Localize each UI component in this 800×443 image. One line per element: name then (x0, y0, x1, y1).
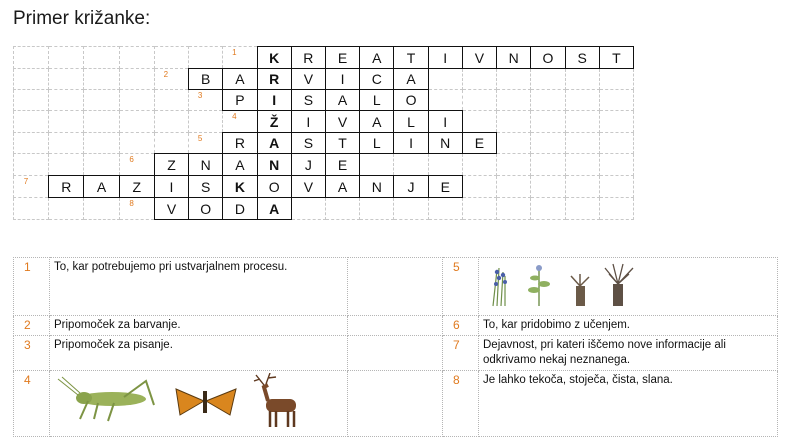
crossword-row-6 (14, 154, 634, 176)
letter-cell[interactable]: V (291, 176, 325, 198)
letter-cell[interactable]: A (223, 154, 257, 176)
letter-cell[interactable]: J (291, 154, 325, 176)
letter-cell[interactable]: A (325, 90, 359, 111)
letter-cell[interactable]: I (428, 47, 462, 69)
crossword-row-3 (14, 90, 634, 111)
letter-cell[interactable]: C (360, 69, 394, 90)
letter-cell[interactable]: Z (154, 154, 188, 176)
letter-cell[interactable]: V (462, 47, 496, 69)
row-number: 2 (163, 70, 169, 79)
letter-cell[interactable]: T (394, 47, 428, 69)
clue-number: 1 (14, 258, 50, 316)
clue-number: 6 (443, 316, 479, 336)
letter-cell[interactable]: L (360, 90, 394, 111)
row-number: 1 (232, 48, 237, 57)
letter-cell[interactable]: I (325, 69, 359, 90)
plant-icon (528, 265, 550, 306)
row-number: 7 (23, 177, 29, 186)
key-cell[interactable]: A (257, 133, 291, 154)
clue-row (14, 336, 778, 371)
row-number: 6 (129, 155, 134, 164)
clue-text: Pripomoček za pisanje. (50, 336, 348, 371)
letter-cell[interactable]: N (428, 133, 462, 154)
letter-cell[interactable]: A (84, 176, 119, 198)
clue-picture-animals (50, 371, 348, 437)
row-number: 4 (232, 112, 237, 121)
letter-cell[interactable]: V (291, 69, 325, 90)
letter-cell[interactable]: B (189, 69, 223, 90)
letter-cell[interactable]: S (189, 176, 223, 198)
row-number: 8 (129, 199, 134, 208)
letter-cell[interactable]: S (291, 90, 325, 111)
clue-picture-plants (479, 258, 778, 316)
crossword-grid (13, 46, 634, 220)
letter-cell[interactable]: A (360, 47, 394, 69)
butterfly-icon (176, 389, 236, 415)
crossword-row-4 (14, 111, 634, 133)
letter-cell[interactable]: O (394, 90, 428, 111)
letter-cell[interactable]: D (223, 198, 257, 220)
clues-table (13, 257, 778, 437)
clue-number: 8 (443, 371, 479, 437)
row-number: 5 (197, 134, 203, 143)
clue-text: To, kar pridobimo z učenjem. (479, 316, 778, 336)
letter-cell[interactable]: P (223, 90, 257, 111)
letter-cell[interactable]: I (291, 111, 325, 133)
letter-cell[interactable]: E (428, 176, 462, 198)
letter-cell[interactable]: S (291, 133, 325, 154)
clue-row (14, 316, 778, 336)
crossword-row-5 (14, 133, 634, 154)
row-number: 3 (197, 91, 203, 100)
letter-cell[interactable]: I (428, 111, 462, 133)
letter-cell[interactable]: T (599, 47, 633, 69)
letter-cell[interactable]: I (154, 176, 188, 198)
clue-text: Dejavnost, pri kateri iščemo nove informacije ali odkrivamo nekaj neznanega. (479, 336, 778, 371)
letter-cell[interactable]: A (360, 111, 394, 133)
key-cell[interactable]: K (257, 47, 291, 69)
tree-icon (605, 264, 633, 306)
clue-text: Je lahko tekoča, stoječa, čista, slana. (479, 371, 778, 437)
letter-cell[interactable]: J (394, 176, 428, 198)
letter-cell[interactable]: R (291, 47, 325, 69)
letter-cell[interactable]: N (189, 154, 223, 176)
letter-cell[interactable]: O (531, 47, 565, 69)
clue-number: 4 (14, 371, 50, 437)
letter-cell[interactable]: E (325, 154, 359, 176)
letter-cell[interactable]: K (223, 176, 257, 198)
tree-icon (571, 274, 589, 306)
letter-cell[interactable]: S (565, 47, 599, 69)
key-cell[interactable]: I (257, 90, 291, 111)
clue-text: Pripomoček za barvanje. (50, 316, 348, 336)
letter-cell[interactable]: Z (119, 176, 154, 198)
letter-cell[interactable]: L (360, 133, 394, 154)
key-cell[interactable]: R (257, 69, 291, 90)
letter-cell[interactable]: E (325, 47, 359, 69)
clue-text: To, kar potrebujemo pri ustvarjalnem procesu. (50, 258, 348, 316)
clue-number: 2 (14, 316, 50, 336)
letter-cell[interactable]: V (154, 198, 188, 220)
letter-cell[interactable]: A (325, 176, 359, 198)
letter-cell[interactable]: N (360, 176, 394, 198)
crossword-row-7 (14, 176, 634, 198)
clue-number: 3 (14, 336, 50, 371)
clue-row (14, 258, 778, 316)
page-title: Primer križanke: (13, 8, 151, 29)
letter-cell[interactable]: O (189, 198, 223, 220)
key-cell[interactable]: A (257, 198, 291, 220)
clue-number: 5 (443, 258, 479, 316)
grasshopper-icon (58, 377, 154, 421)
letter-cell[interactable]: L (394, 111, 428, 133)
letter-cell[interactable]: A (223, 69, 257, 90)
crossword-row-2 (14, 69, 634, 90)
clue-row (14, 371, 778, 437)
plants-illustration (483, 260, 643, 308)
letter-cell[interactable]: V (325, 111, 359, 133)
letter-cell[interactable]: T (325, 133, 359, 154)
key-cell[interactable]: N (257, 154, 291, 176)
key-cell[interactable]: Ž (257, 111, 291, 133)
crossword-row-1 (14, 47, 634, 69)
animals-illustration (54, 373, 314, 429)
letter-cell[interactable]: R (223, 133, 257, 154)
letter-cell[interactable]: R (49, 176, 84, 198)
plant-icon (493, 268, 507, 306)
letter-cell[interactable]: E (462, 133, 496, 154)
letter-cell[interactable]: N (497, 47, 531, 69)
letter-cell[interactable]: O (257, 176, 291, 198)
clue-number: 7 (443, 336, 479, 371)
deer-icon (254, 373, 296, 427)
letter-cell[interactable]: I (394, 133, 428, 154)
letter-cell[interactable]: A (394, 69, 428, 90)
crossword-row-8 (14, 198, 634, 220)
